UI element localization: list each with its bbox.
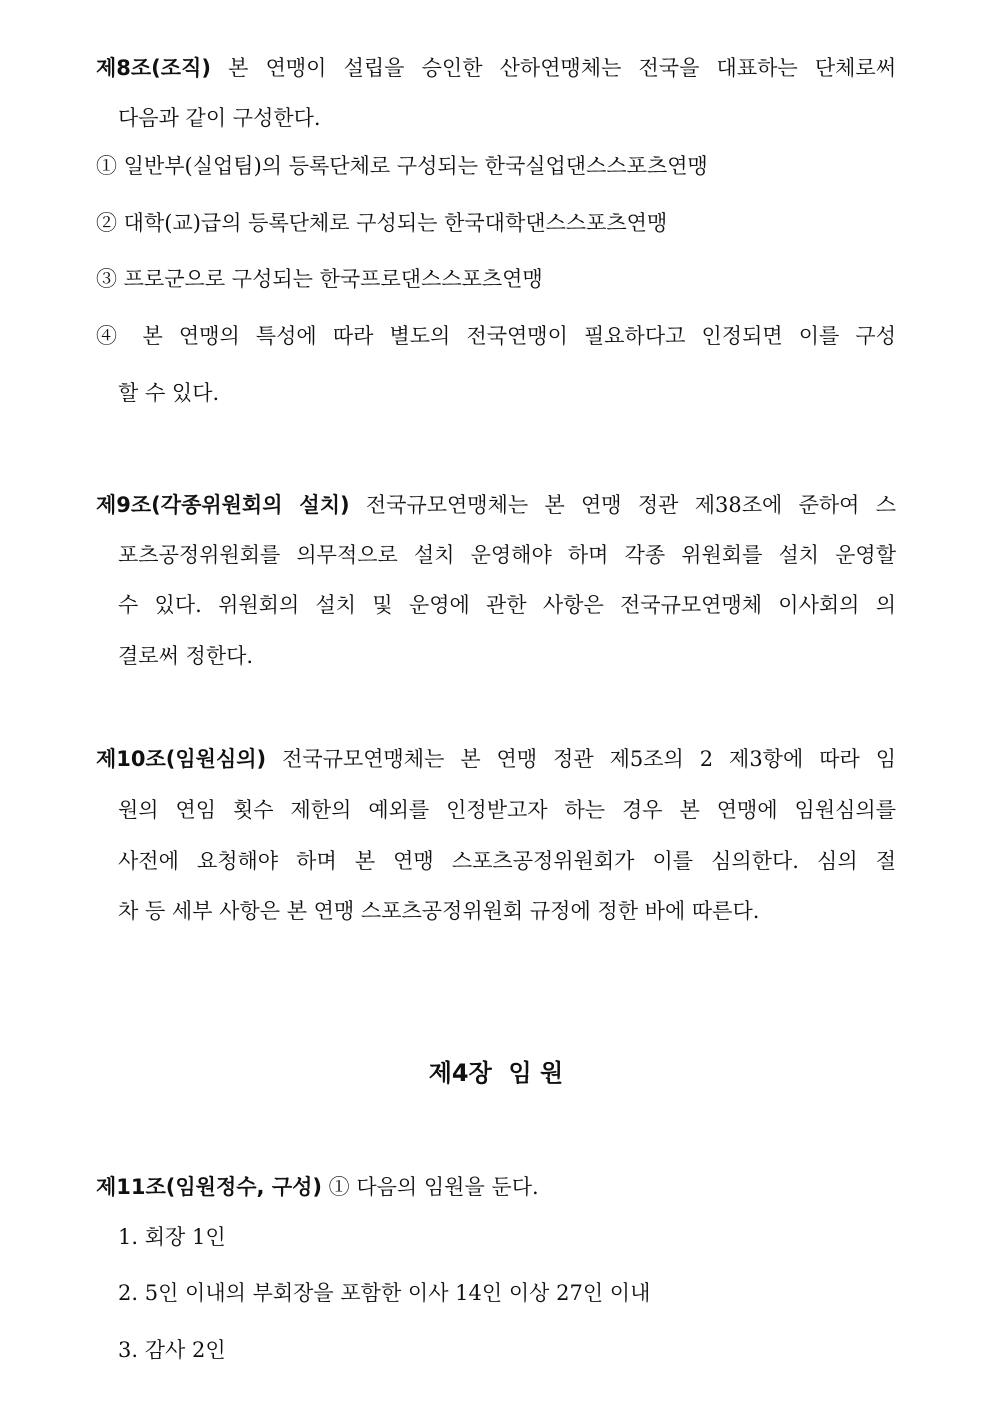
article-11-item-2: 2. 5인 이내의 부회장을 포함한 이사 14인 이상 27인 이내	[118, 1281, 651, 1305]
article-10-line-1	[96, 745, 896, 773]
chapter-4-title: 제4장 임 원	[428, 1059, 564, 1087]
article-9-line-3: 수 있다. 위원회의 설치 및 운영에 관한 사항은 전국규모연맹체 이사회의 의	[118, 593, 896, 617]
article-8-line-1	[96, 54, 896, 82]
article-9-line-2: 포츠공정위원회를 의무적으로 설치 운영해야 하며 각종 위원회를 설치 운영할	[118, 543, 896, 567]
article-10-heading: 제10조(임원심의)	[96, 747, 267, 771]
article-10-line-4: 차 등 세부 사항은 본 연맹 스포츠공정위원회 규정에 정한 바에 따른다.	[118, 899, 760, 923]
article-11-text: ① 다음의 임원을 둔다.	[322, 1175, 539, 1199]
article-10-line-3: 사전에 요청해야 하며 본 연맹 스포츠공정위원회가 이를 심의한다. 심의 절	[118, 849, 896, 873]
article-8-heading: 제8조(조직)	[96, 56, 211, 80]
article-8-text: 본 연맹이 설립을 승인한 산하연맹체는 전국을 대표하는 단체로써	[210, 56, 896, 80]
article-11-line-1	[96, 1173, 896, 1201]
article-11-item-3: 3. 감사 2인	[118, 1338, 226, 1362]
article-8-item-2: ② 대학(교)급의 등록단체로 구성되는 한국대학댄스스포츠연맹	[96, 211, 668, 235]
article-8-line-2: 다음과 같이 구성한다.	[118, 106, 321, 130]
article-9-heading: 제9조(각종위원회의 설치)	[96, 493, 350, 517]
article-8-item-4-line-2: 할 수 있다.	[118, 381, 220, 405]
article-8-item-1: ① 일반부(실업팀)의 등록단체로 구성되는 한국실업댄스스포츠연맹	[96, 154, 708, 178]
article-11-heading: 제11조(임원정수, 구성)	[96, 1175, 322, 1199]
article-9-text: 전국규모연맹체는 본 연맹 정관 제38조에 준하여 스	[349, 493, 896, 517]
article-8-item-3: ③ 프로군으로 구성되는 한국프로댄스스포츠연맹	[96, 267, 543, 291]
article-8-item-4-line-1: ④ 본 연맹의 특성에 따라 별도의 전국연맹이 필요하다고 인정되면 이를 구성	[96, 324, 896, 348]
article-10-line-2: 원의 연임 횟수 제한의 예외를 인정받고자 하는 경우 본 연맹에 임원심의를	[118, 798, 896, 822]
article-10-text: 전국규모연맹체는 본 연맹 정관 제5조의 2 제3항에 따라 임	[266, 747, 896, 771]
article-9-line-1	[96, 491, 896, 519]
article-9-line-4: 결로써 정한다.	[118, 644, 254, 668]
article-11-item-1: 1. 회장 1인	[118, 1225, 226, 1249]
